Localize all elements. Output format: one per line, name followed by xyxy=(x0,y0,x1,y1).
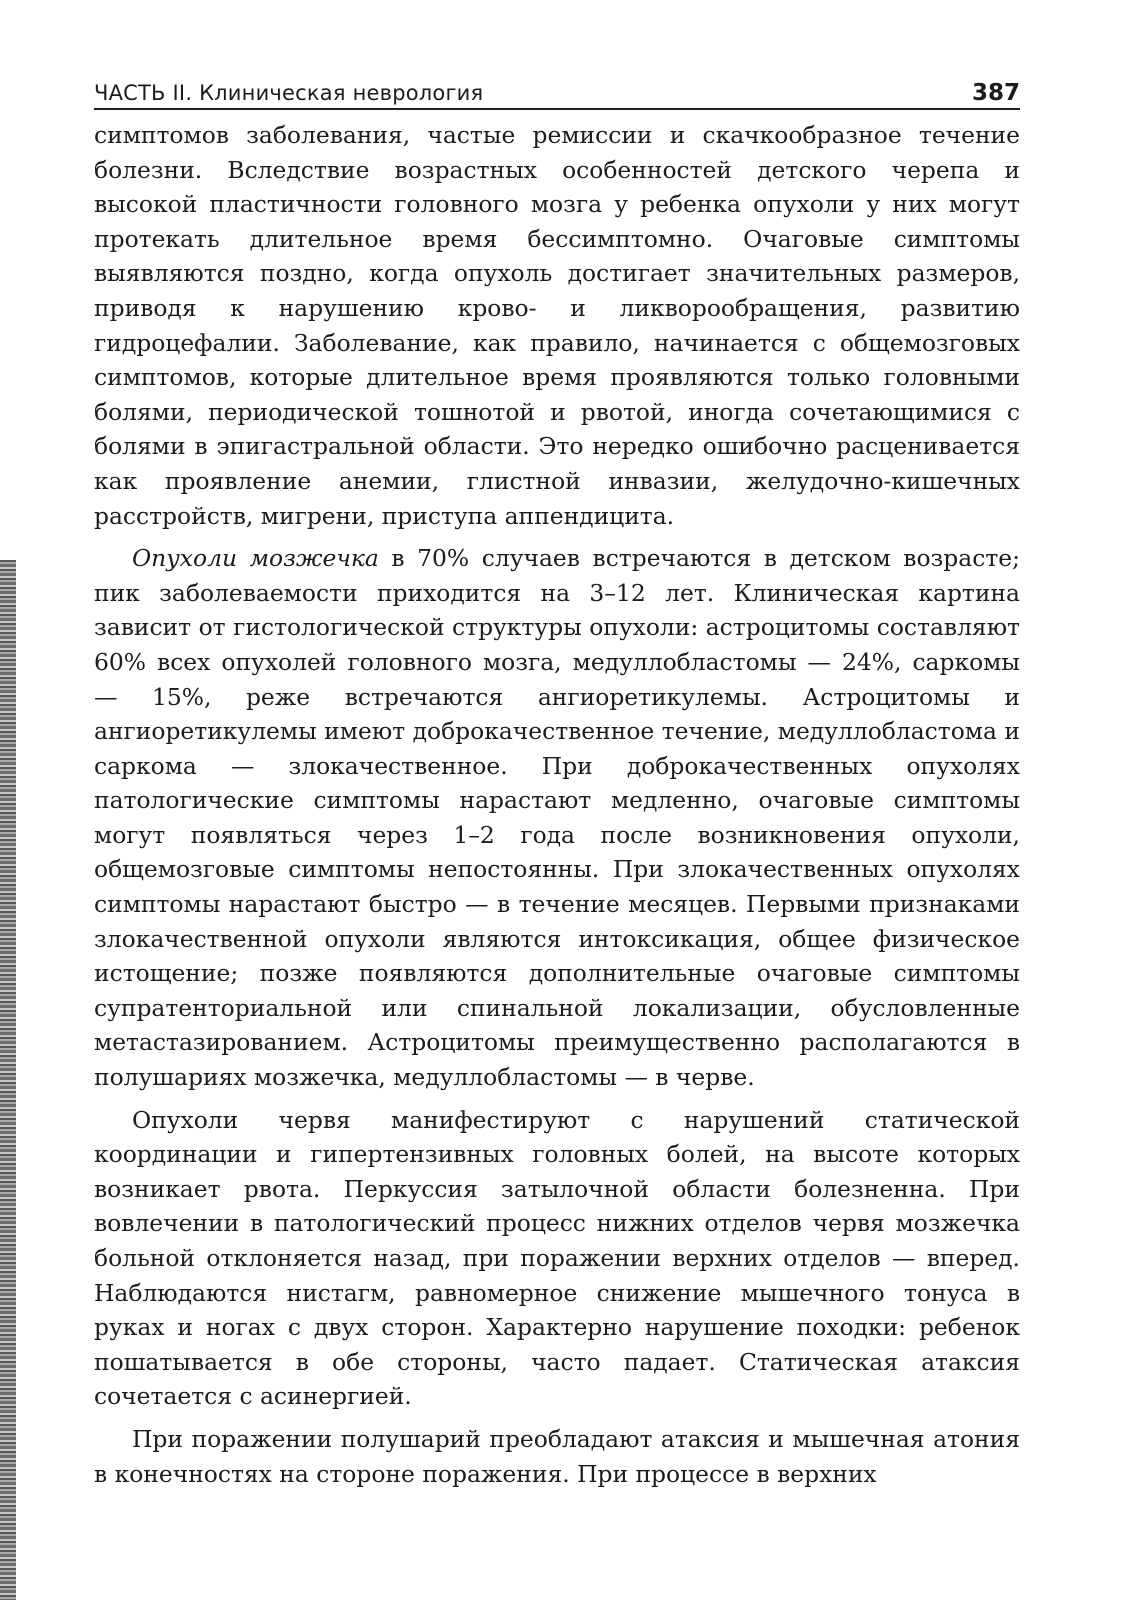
page-number: 387 xyxy=(971,80,1020,106)
paragraph-3-text: Опухоли червя манифестируют с нарушений статической координации и гипертензивных головных болей, на высоте которых возникает рвота. Перкуссия затылочной области болезненна. При вовлечении в патологический процесс нижних отделов червя мозжечка больной отклоняется назад, при поражении верхних отделов — вперед. Наблюдаются нистагм, равномерное снижение мышечного тонуса в руках и ногах с двух сторон. Характерно нарушение походки: ребенок пошатывается в обе стороны, часто падает. Статическая атаксия сочетается с асинергией. xyxy=(94,1105,1020,1411)
book-page xyxy=(94,74,1020,1491)
paragraph-3 xyxy=(94,1103,1020,1414)
paragraph-1 xyxy=(94,118,1020,533)
paragraph-4-text: При поражении полушарий преобладают атаксия и мышечная атония в конечностях на стороне поражения. При процессе в верхних xyxy=(94,1424,1020,1488)
running-head xyxy=(94,74,1020,110)
body-text xyxy=(94,118,1020,1491)
paragraph-1-text: симптомов заболевания, частые ремиссии и скачкообразное течение болезни. Вследствие возрастных особенностей детского черепа и высокой пластичности головного мозга у ребенка опухоли у них могут протекать длительное время бессимптомно. Очаговые симптомы выявляются поздно, когда опухоль достигает значительных размеров, приводя к нарушению крово- и ликворообращения, развитию гидроцефалии. Заболевание, как правило, начинается с общемозговых симптомов, которые длительное время проявляются только головными болями, периодической тошнотой и рвотой, иногда сочетающимися с болями в эпигастральной области. Это нередко ошибочно расценивается как проявление анемии, глистной инвазии, желудочно-кишечных расстройств, мигрени, приступа аппендицита. xyxy=(94,121,1020,530)
scan-edge-shadow xyxy=(0,560,16,1600)
paragraph-2-lead: Опухоли мозжечка xyxy=(132,544,379,573)
paragraph-4 xyxy=(94,1422,1020,1491)
running-title: ЧАСТЬ II. Клиническая неврология xyxy=(94,81,484,105)
paragraph-2 xyxy=(94,541,1020,1095)
paragraph-2-text: в 70% случаев встречаются в детском возрасте; пик заболеваемости приходится на 3–12 лет. Клиническая картина зависит от гистологической структуры опухоли: астроцитомы составляют 60% всех опухолей головного мозга, медуллобластомы — 24%, саркомы — 15%, реже встречаются ангиоретикулемы. Астроцитомы и ангиоретикулемы имеют доброкачественное течение, медуллобластома и саркома — злокачественное. При доброкачественных опухолях патологические симптомы нарастают медленно, очаговые симптомы могут появляться через 1–2 года после возникновения опухоли, общемозговые симптомы непостоянны. При злокачественных опухолях симптомы нарастают быстро — в течение месяцев. Первыми признаками злокачественной опухоли являются интоксикация, общее физическое истощение; позже появляются дополнительные очаговые симптомы супратенториальной или спинальной локализации, обусловленные метастазированием. Астроцитомы преимущественно располагаются в полушариях мозжечка, медуллобластомы — в черве. xyxy=(94,544,1020,1092)
